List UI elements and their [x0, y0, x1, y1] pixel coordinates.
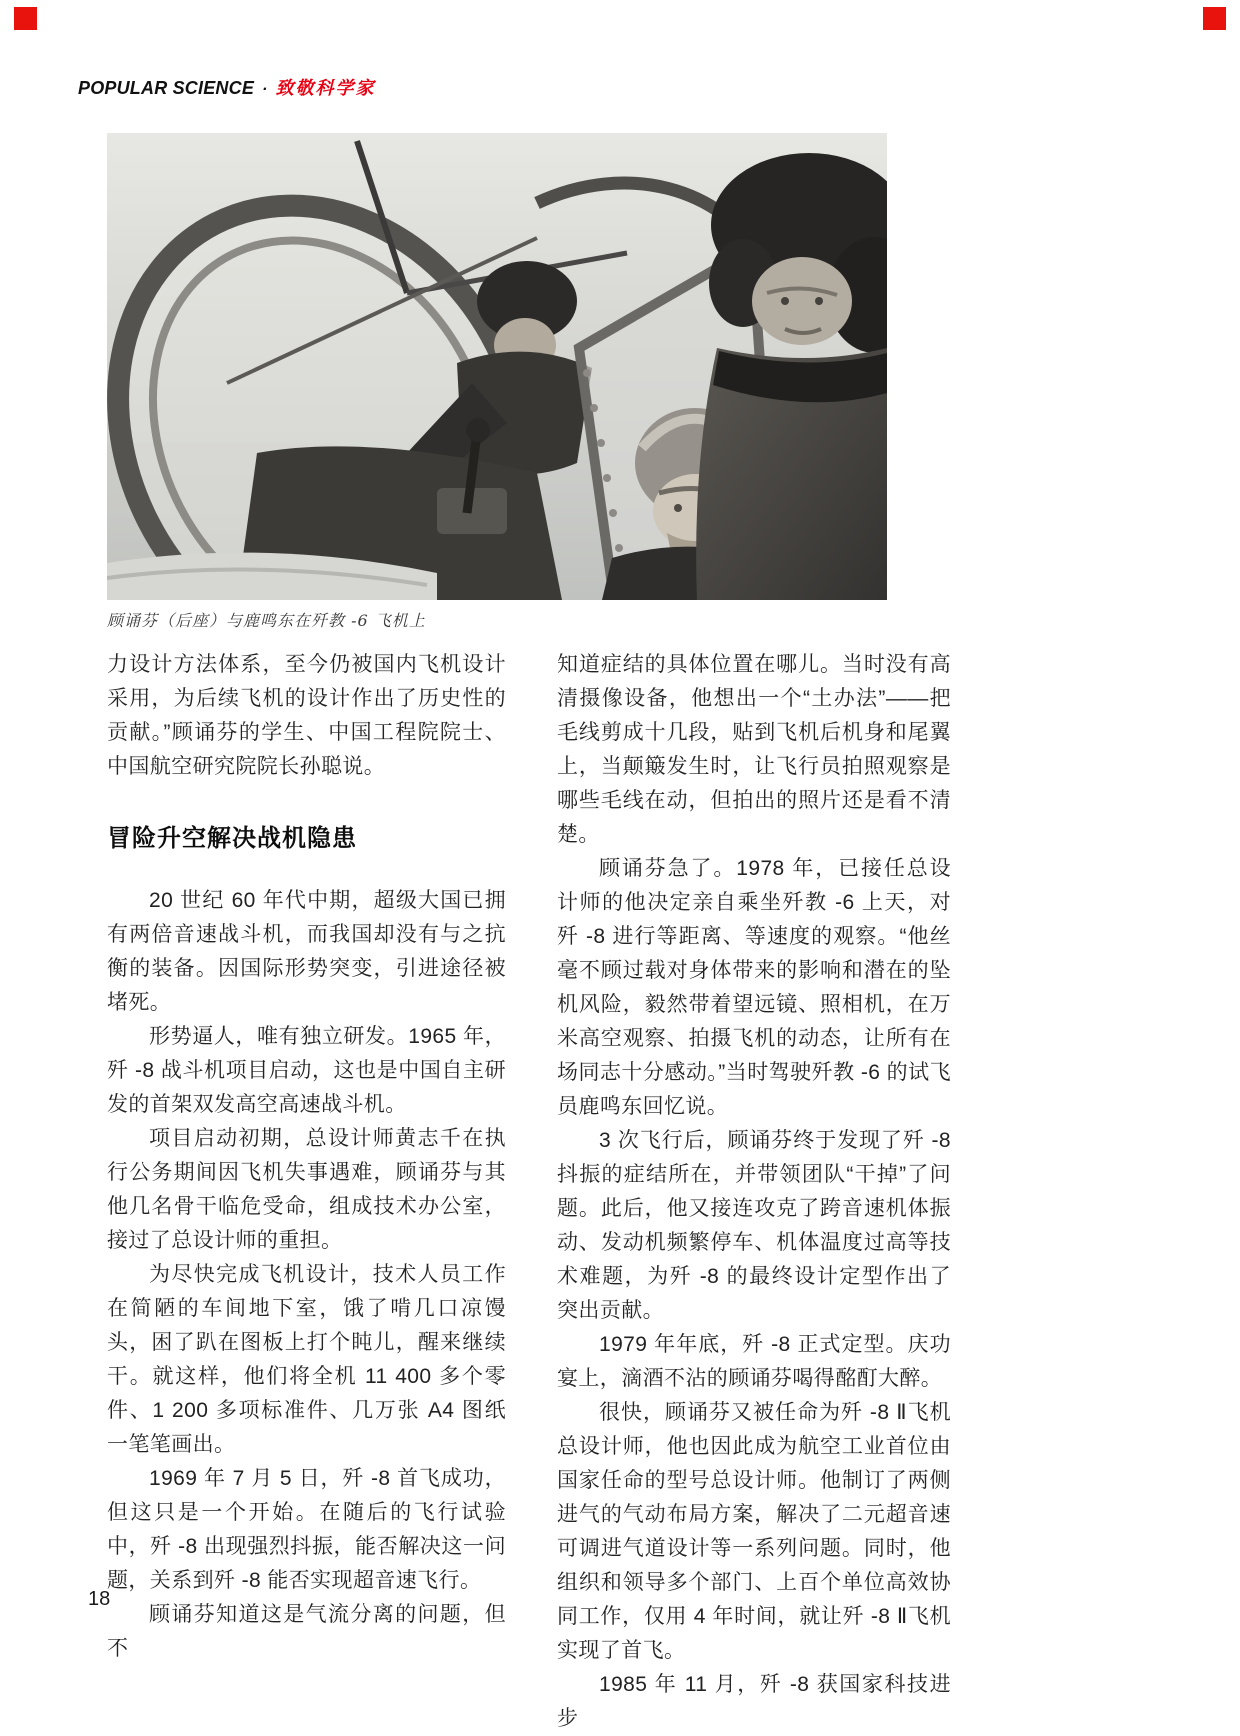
paragraph: 形势逼人，唯有独立研发。1965 年，歼 -8 战斗机项目启动，这也是中国自主研发的首架双发高空高速战斗机。 [107, 1025, 506, 1116]
page-header [78, 74, 376, 100]
photo-caption: 顾诵芬（后座）与鹿鸣东在歼教 -6 飞机上 [107, 611, 426, 630]
article-column-left [107, 648, 506, 1666]
page-number: 18 [88, 1588, 111, 1610]
paragraph: 顾诵芬知道这是气流分离的问题，但不 [107, 1603, 506, 1660]
paragraph: 1979 年年底，歼 -8 正式定型。庆功宴上，滴酒不沾的顾诵芬喝得酩酊大醉。 [557, 1333, 951, 1390]
magazine-brand: POPULAR SCIENCE [78, 78, 255, 98]
paragraph: 顾诵芬急了。1978 年，已接任总设计师的他决定亲自乘坐歼教 -6 上天，对歼 -8 进行等距离、等速度的观察。“他丝毫不顾过载对身体带来的影响和潜在的坠机风险，毅然带着望远镜、照相机，在万米高空观察、拍摄飞机的动态，让所有在场同志十分感动。”当时驾驶歼教 -6 的试飞员鹿鸣东回忆说。 [557, 857, 951, 1118]
article-column-right [557, 648, 951, 1736]
paragraph: 1969 年 7 月 5 日，歼 -8 首飞成功，但这只是一个开始。在随后的飞行试验中，歼 -8 出现强烈抖振，能否解决这一问题，关系到歼 -8 能否实现超音速飞行。 [107, 1467, 506, 1592]
paragraph: 知道症结的具体位置在哪儿。当时没有高清摄像设备，他想出一个“土办法”——把毛线剪成十几段，贴到飞机后机身和尾翼上，当颠簸发生时，让飞行员拍照观察是哪些毛线在动，但拍出的照片还是看不清楚。 [557, 653, 951, 846]
registration-mark-right [1203, 7, 1226, 30]
registration-mark-left [14, 7, 37, 30]
cockpit-photo-illustration [107, 133, 887, 600]
photo-jianjiao6-cockpit [107, 133, 887, 600]
header-separator-dot: · [262, 81, 268, 98]
paragraph: 很快，顾诵芬又被任命为歼 -8 Ⅱ飞机总设计师，他也因此成为航空工业首位由国家任命的型号总设计师。他制订了两侧进气的气动布局方案，解决了二元超音速可调进气道设计等一系列问题。同时，他组织和领导多个部门、上百个单位高效协同工作，仅用 4 年时间，就让歼 -8 Ⅱ飞机实现了首飞。 [557, 1401, 951, 1662]
paragraph: 1985 年 11 月，歼 -8 获国家科技进步 [557, 1673, 951, 1730]
paragraph: 为尽快完成飞机设计，技术人员工作在简陋的车间地下室，饿了啃几口凉馒头，困了趴在图板上打个盹儿，醒来继续干。就这样，他们将全机 11 400 多个零件、1 200 多项标准件、几万张 A4 图纸一笔笔画出。 [107, 1263, 506, 1456]
paragraph: 3 次飞行后，顾诵芬终于发现了歼 -8 抖振的症结所在，并带领团队“干掉”了问题。此后，他又接连攻克了跨音速机体振动、发动机频繁停车、机体温度过高等技术难题，为歼 -8 的最终设计定型作出了突出贡献。 [557, 1129, 951, 1322]
paragraph: 20 世纪 60 年代中期，超级大国已拥有两倍音速战斗机，而我国却没有与之抗衡的装备。因国际形势突变，引进途径被堵死。 [107, 889, 506, 1014]
section-heading: 冒险升空解决战机隐患 [107, 825, 357, 852]
paragraph: 项目启动初期，总设计师黄志千在执行公务期间因飞机失事遇难，顾诵芬与其他几名骨干临危受命，组成技术办公室，接过了总设计师的重担。 [107, 1127, 506, 1252]
paragraph: 力设计方法体系，至今仍被国内飞机设计采用，为后续飞机的设计作出了历史性的贡献。”顾诵芬的学生、中国工程院院士、中国航空研究院院长孙聪说。 [107, 653, 506, 778]
section-title: 致敬科学家 [275, 78, 376, 98]
